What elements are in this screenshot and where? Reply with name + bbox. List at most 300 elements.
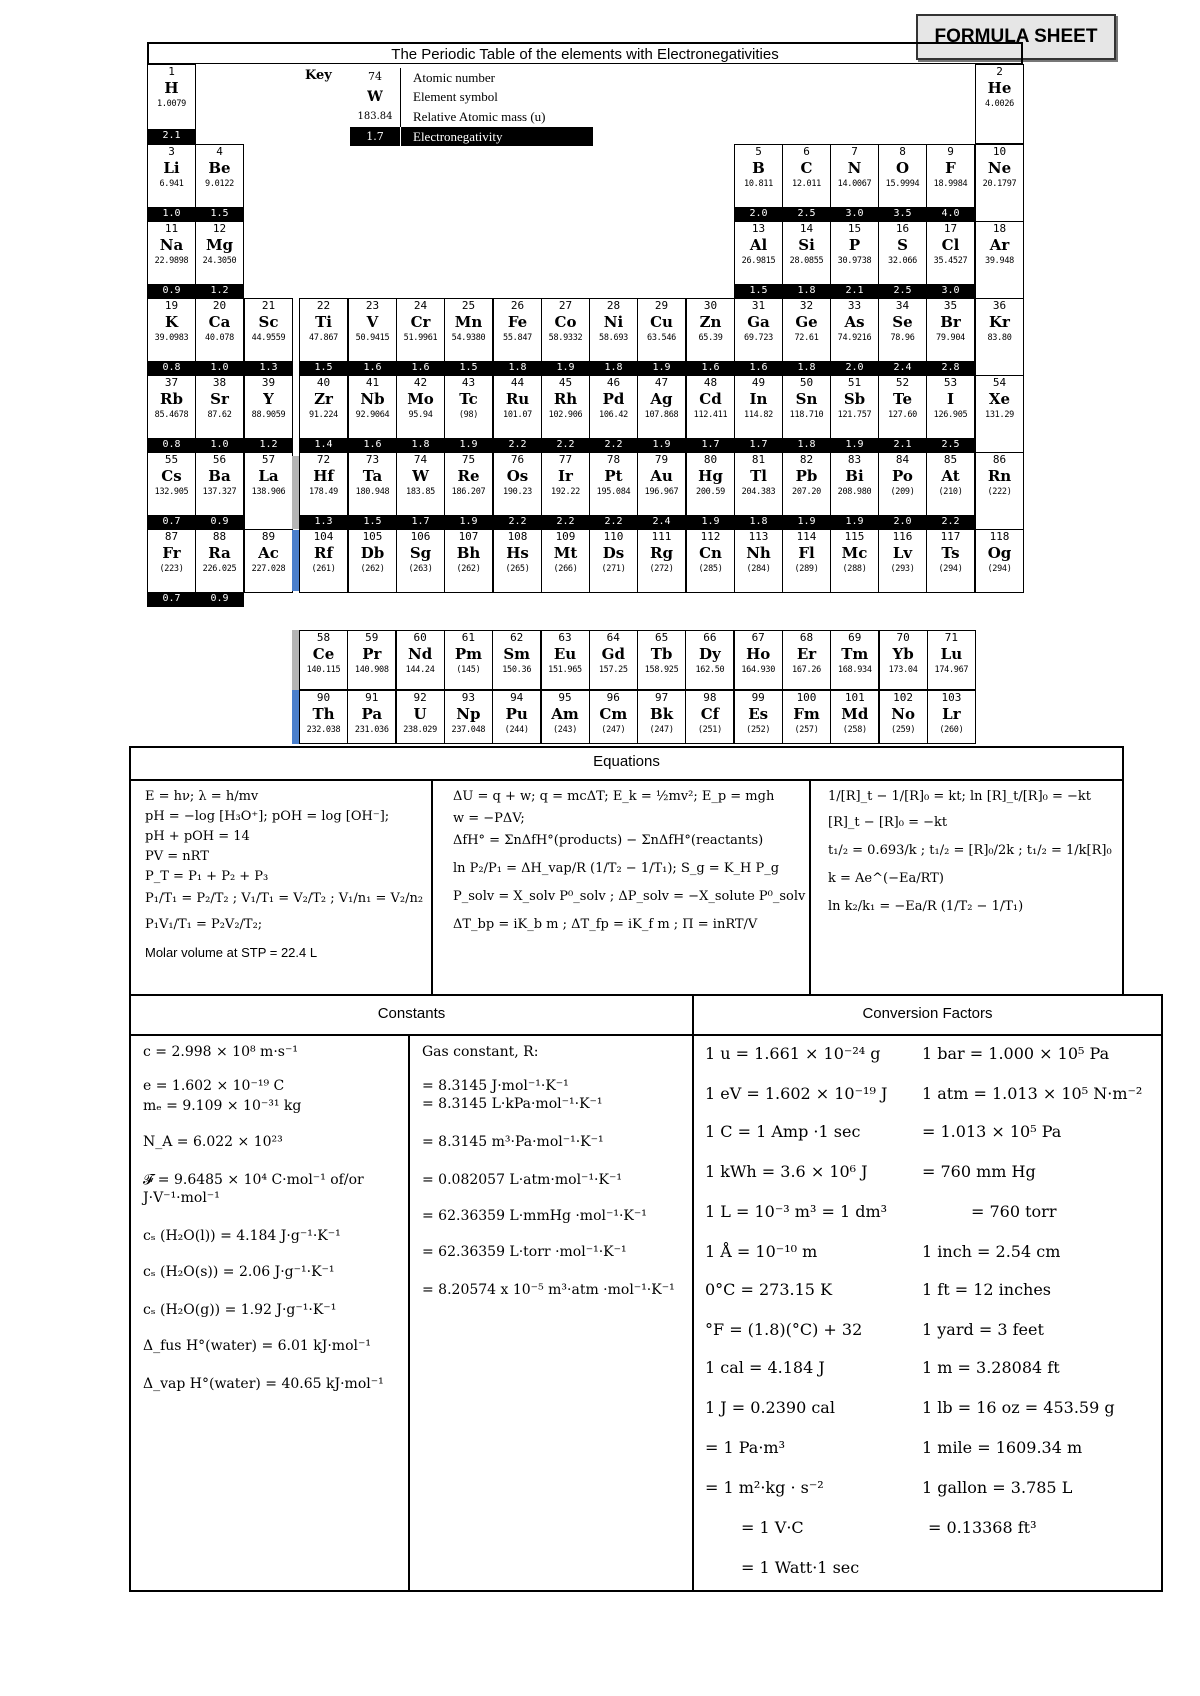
atomic-number: 31 bbox=[751, 299, 766, 312]
element-symbol: Ge bbox=[795, 313, 818, 331]
atomic-number: 77 bbox=[558, 453, 573, 466]
atomic-mass: (98) bbox=[458, 410, 479, 420]
electronegativity: 1.0 bbox=[196, 438, 243, 452]
atomic-number: 35 bbox=[943, 299, 958, 312]
element-symbol: K bbox=[164, 313, 179, 331]
element-symbol: Fm bbox=[793, 705, 820, 723]
element-symbol: I bbox=[946, 390, 955, 408]
element-cell-lu bbox=[927, 630, 976, 690]
atomic-number: 47 bbox=[654, 376, 669, 389]
atomic-number: 56 bbox=[212, 453, 227, 466]
atomic-number: 64 bbox=[606, 631, 620, 644]
gas-constant-item: = 8.3145 L·kPa·mol⁻¹·K⁻¹ bbox=[422, 1096, 603, 1112]
atomic-mass: (266) bbox=[553, 564, 578, 574]
element-symbol: Rf bbox=[314, 544, 333, 562]
element-cell-mt bbox=[541, 529, 590, 593]
element-cell-bk bbox=[637, 690, 686, 744]
conversion-title-cell bbox=[694, 996, 1161, 1036]
equations-title: Equations bbox=[131, 748, 1122, 781]
atomic-mass: 78.96 bbox=[890, 333, 915, 343]
atomic-number: 88 bbox=[212, 530, 227, 543]
gas-constant-item: Gas constant, R: bbox=[422, 1044, 539, 1060]
atomic-mass: 168.934 bbox=[837, 665, 872, 675]
atomic-number: 45 bbox=[558, 376, 573, 389]
atomic-mass: (293) bbox=[890, 564, 915, 574]
element-cell-mc bbox=[830, 529, 879, 593]
conversion-divider bbox=[692, 1036, 694, 1590]
element-symbol: W bbox=[412, 467, 429, 485]
element-cell-sc bbox=[244, 298, 293, 376]
atomic-number: 109 bbox=[555, 530, 576, 543]
atomic-mass: 137.327 bbox=[202, 487, 237, 497]
atomic-number: 9 bbox=[947, 145, 954, 158]
atomic-number: 58 bbox=[316, 631, 331, 644]
atomic-mass: 226.025 bbox=[202, 564, 237, 574]
atomic-mass: 26.9815 bbox=[741, 256, 776, 266]
element-cell-db bbox=[348, 529, 397, 593]
atomic-mass: 58.693 bbox=[599, 333, 628, 343]
atomic-number: 22 bbox=[316, 299, 331, 312]
electronegativity: 2.4 bbox=[879, 361, 926, 375]
element-cell-nb bbox=[348, 375, 397, 453]
eq-col3 bbox=[828, 788, 1112, 916]
element-symbol: Fr bbox=[162, 544, 181, 562]
gas-constant-item: = 62.36359 L·torr ·mol⁻¹·K⁻¹ bbox=[422, 1244, 627, 1260]
element-symbol: Lu bbox=[940, 645, 963, 663]
atomic-mass: 138.906 bbox=[251, 487, 286, 497]
electronegativity: 0.9 bbox=[196, 515, 243, 529]
element-cell-s bbox=[878, 221, 927, 299]
conversion-item: 1 lb = 16 oz = 453.59 g bbox=[922, 1398, 1115, 1417]
electronegativity: 1.8 bbox=[494, 361, 541, 375]
conversion-item: = 760 torr bbox=[971, 1202, 1057, 1221]
atomic-number: 73 bbox=[365, 453, 380, 466]
element-cell-fm bbox=[782, 690, 831, 744]
element-symbol: Sc bbox=[258, 313, 279, 331]
atomic-number: 10 bbox=[992, 145, 1007, 158]
atomic-number: 48 bbox=[703, 376, 718, 389]
element-symbol: Br bbox=[940, 313, 961, 331]
gas-constant-item: = 8.20574 x 10⁻⁵ m³·atm ·mol⁻¹·K⁻¹ bbox=[422, 1282, 675, 1298]
conversion-item: 1 C = 1 Amp ·1 sec bbox=[705, 1122, 861, 1141]
conversion-item: 1 eV = 1.602 × 10⁻¹⁹ J bbox=[705, 1084, 888, 1103]
element-cell-rf bbox=[299, 529, 348, 593]
conversion-item: = 1.013 × 10⁵ Pa bbox=[922, 1122, 1062, 1141]
atomic-mass: 178.49 bbox=[309, 487, 338, 497]
element-cell-ca bbox=[195, 298, 244, 376]
conversion-item: 1 gallon = 3.785 L bbox=[922, 1478, 1073, 1497]
conversion-item: = 1 V·C bbox=[741, 1518, 804, 1537]
atomic-mass: 9.0122 bbox=[205, 179, 234, 189]
electronegativity: 1.6 bbox=[397, 361, 444, 375]
electronegativity: 1.9 bbox=[831, 515, 878, 529]
eq-gas-ratios: P₁/T₁ = P₂/T₂ ; V₁/T₁ = V₂/T₂ ; V₁/n₁ = V₂/n₂ bbox=[145, 891, 424, 906]
atomic-number: 107 bbox=[458, 530, 479, 543]
key-mass: 183.84 bbox=[357, 111, 393, 122]
conversion-item: 1 u = 1.661 × 10⁻²⁴ g bbox=[705, 1044, 881, 1063]
atomic-number: 92 bbox=[413, 691, 427, 704]
element-symbol: Os bbox=[506, 467, 529, 485]
atomic-number: 59 bbox=[365, 631, 379, 644]
element-cell-cu bbox=[637, 298, 686, 376]
element-cell-tc bbox=[444, 375, 493, 453]
element-symbol: V bbox=[366, 313, 379, 331]
element-symbol: Mn bbox=[454, 313, 483, 331]
atomic-mass: 18.9984 bbox=[933, 179, 968, 189]
electronegativity: 1.8 bbox=[735, 515, 782, 529]
atomic-mass: 231.036 bbox=[354, 725, 389, 735]
element-symbol: Md bbox=[841, 705, 869, 723]
element-cell-se bbox=[878, 298, 927, 376]
conversion-item: 1 cal = 4.184 J bbox=[705, 1358, 825, 1377]
actinide-marker-bar bbox=[292, 530, 299, 591]
conversion-item: 1 mile = 1609.34 m bbox=[922, 1438, 1083, 1457]
atomic-mass: (262) bbox=[360, 564, 385, 574]
element-symbol: Th bbox=[312, 705, 335, 723]
atomic-mass: 79.904 bbox=[936, 333, 965, 343]
element-symbol: S bbox=[897, 236, 908, 254]
atomic-number: 40 bbox=[316, 376, 331, 389]
atomic-mass: 50.9415 bbox=[355, 333, 390, 343]
element-symbol: Xe bbox=[988, 390, 1011, 408]
element-symbol: Cl bbox=[941, 236, 960, 254]
element-cell-ds bbox=[589, 529, 638, 593]
element-symbol: Mg bbox=[205, 236, 234, 254]
electronegativity: 1.8 bbox=[783, 284, 830, 298]
conversion-item: °F = (1.8)(°C) + 32 bbox=[705, 1320, 863, 1339]
atomic-mass: 32.066 bbox=[888, 256, 917, 266]
electronegativity: 1.0 bbox=[148, 207, 195, 221]
atomic-mass: 40.078 bbox=[205, 333, 234, 343]
conversion-item: = 1 m²·kg · s⁻² bbox=[705, 1478, 824, 1497]
constant-item: Δ_vap H°(water) = 40.65 kJ·mol⁻¹ bbox=[143, 1376, 384, 1392]
atomic-mass: 200.59 bbox=[696, 487, 725, 497]
atomic-number: 85 bbox=[943, 453, 958, 466]
atomic-mass: (272) bbox=[649, 564, 674, 574]
atomic-number: 20 bbox=[212, 299, 227, 312]
constant-item: J·V⁻¹·mol⁻¹ bbox=[143, 1190, 220, 1206]
atomic-number: 46 bbox=[606, 376, 621, 389]
electronegativity: 2.1 bbox=[879, 438, 926, 452]
element-symbol: Na bbox=[159, 236, 184, 254]
element-cell-rb bbox=[147, 375, 196, 453]
element-symbol: Y bbox=[263, 390, 274, 408]
atomic-number: 91 bbox=[365, 691, 379, 704]
element-symbol: Bk bbox=[650, 705, 674, 723]
element-cell-re bbox=[444, 452, 493, 530]
conversion-item: 1 ft = 12 inches bbox=[922, 1280, 1052, 1299]
element-cell-pm bbox=[444, 630, 493, 690]
element-symbol: Al bbox=[749, 236, 768, 254]
atomic-number: 96 bbox=[606, 691, 620, 704]
element-cell-pt bbox=[589, 452, 638, 530]
electronegativity: 3.5 bbox=[879, 207, 926, 221]
atomic-number: 108 bbox=[507, 530, 528, 543]
element-symbol: At bbox=[941, 467, 960, 485]
atomic-number: 55 bbox=[164, 453, 179, 466]
gas-constant-item: = 0.082057 L·atm·mol⁻¹·K⁻¹ bbox=[422, 1172, 622, 1188]
atomic-number: 44 bbox=[510, 376, 525, 389]
atomic-number: 110 bbox=[603, 530, 624, 543]
element-cell-li bbox=[147, 144, 196, 222]
atomic-mass: 208.980 bbox=[837, 487, 872, 497]
atomic-mass: (244) bbox=[504, 725, 529, 735]
atomic-number: 87 bbox=[164, 530, 179, 543]
element-cell-si bbox=[782, 221, 831, 299]
element-symbol: N bbox=[847, 159, 862, 177]
element-symbol: Sg bbox=[409, 544, 432, 562]
atomic-number: 24 bbox=[413, 299, 428, 312]
atomic-number: 65 bbox=[654, 631, 669, 644]
electronegativity: 1.9 bbox=[831, 438, 878, 452]
atomic-number: 93 bbox=[461, 691, 476, 704]
element-symbol: Be bbox=[208, 159, 231, 177]
element-cell-sn bbox=[782, 375, 831, 453]
electronegativity: 1.9 bbox=[638, 438, 685, 452]
element-symbol: Bi bbox=[845, 467, 864, 485]
element-symbol: Tm bbox=[841, 645, 869, 663]
atomic-mass: 180.948 bbox=[355, 487, 390, 497]
element-symbol: Ta bbox=[362, 467, 383, 485]
electronegativity: 0.8 bbox=[148, 361, 195, 375]
atomic-number: 95 bbox=[558, 691, 572, 704]
atomic-mass: 51.9961 bbox=[403, 333, 438, 343]
atomic-mass: 164.930 bbox=[741, 665, 776, 675]
element-symbol: Ni bbox=[603, 313, 624, 331]
element-cell-y bbox=[244, 375, 293, 453]
element-symbol: Pm bbox=[454, 645, 482, 663]
eq-zero-order: [R]_t − [R]₀ = −kt bbox=[828, 815, 948, 830]
atomic-mass: 132.905 bbox=[154, 487, 189, 497]
electronegativity: 1.5 bbox=[349, 515, 396, 529]
element-cell-er bbox=[782, 630, 831, 690]
atomic-mass: 72.61 bbox=[794, 333, 819, 343]
constant-item: Δ_fus H°(water) = 6.01 kJ·mol⁻¹ bbox=[143, 1338, 371, 1354]
atomic-number: 94 bbox=[510, 691, 524, 704]
atomic-number: 80 bbox=[703, 453, 718, 466]
atomic-mass: 6.941 bbox=[159, 179, 184, 189]
atomic-number: 42 bbox=[413, 376, 428, 389]
atomic-number: 23 bbox=[365, 299, 380, 312]
element-symbol: Sn bbox=[795, 390, 818, 408]
atomic-mass: 237.048 bbox=[451, 725, 486, 735]
element-cell-na bbox=[147, 221, 196, 299]
atomic-mass: 157.25 bbox=[598, 665, 628, 675]
atomic-mass: (284) bbox=[746, 564, 771, 574]
key-en: 1.7 bbox=[350, 127, 400, 146]
element-cell-he bbox=[975, 64, 1024, 144]
atomic-number: 57 bbox=[261, 453, 276, 466]
constants-divider bbox=[408, 1036, 410, 1590]
element-cell-mg bbox=[195, 221, 244, 299]
atomic-number: 89 bbox=[261, 530, 276, 543]
element-cell-v bbox=[348, 298, 397, 376]
electronegativity: 3.0 bbox=[831, 207, 878, 221]
element-cell-b bbox=[734, 144, 783, 222]
element-symbol: O bbox=[895, 159, 910, 177]
atomic-number: 106 bbox=[410, 530, 431, 543]
atomic-mass: 183.85 bbox=[406, 487, 435, 497]
atomic-number: 117 bbox=[940, 530, 961, 543]
electronegativity: 1.9 bbox=[445, 515, 492, 529]
element-symbol: Es bbox=[748, 705, 769, 723]
atomic-number: 30 bbox=[703, 299, 718, 312]
atomic-number: 66 bbox=[703, 631, 717, 644]
element-cell-cr bbox=[396, 298, 445, 376]
eq-col2 bbox=[453, 788, 805, 934]
atomic-number: 67 bbox=[751, 631, 765, 644]
element-symbol: Rg bbox=[650, 544, 673, 562]
atomic-mass: 173.04 bbox=[888, 665, 918, 675]
element-symbol: Ti bbox=[315, 313, 332, 331]
atomic-number: 102 bbox=[893, 691, 914, 704]
element-cell-be bbox=[195, 144, 244, 222]
atomic-mass: 92.9064 bbox=[355, 410, 390, 420]
electronegativity: 0.7 bbox=[148, 592, 195, 606]
element-cell-th bbox=[299, 690, 348, 744]
atomic-number: 99 bbox=[751, 691, 765, 704]
electronegativity: 1.9 bbox=[542, 361, 589, 375]
constants-title: Constants bbox=[377, 1005, 446, 1022]
atomic-mass: (263) bbox=[408, 564, 433, 574]
atomic-mass: (222) bbox=[987, 487, 1012, 497]
conversion-item: = 0.13368 ft³ bbox=[928, 1518, 1037, 1537]
key-symbol-label: Element symbol bbox=[400, 87, 593, 107]
atomic-number: 1 bbox=[168, 65, 175, 78]
element-symbol: Si bbox=[798, 236, 815, 254]
atomic-mass: (285) bbox=[698, 564, 723, 574]
electronegativity: 1.3 bbox=[300, 515, 347, 529]
element-symbol: Mc bbox=[841, 544, 868, 562]
electronegativity: 1.5 bbox=[445, 361, 492, 375]
element-cell-al bbox=[734, 221, 783, 299]
atomic-mass: 20.1797 bbox=[982, 179, 1017, 189]
atomic-number: 52 bbox=[895, 376, 910, 389]
element-symbol: Sb bbox=[843, 390, 866, 408]
atomic-number: 60 bbox=[413, 631, 427, 644]
atomic-number: 12 bbox=[212, 222, 227, 235]
element-symbol: Ba bbox=[208, 467, 231, 485]
electronegativity: 1.8 bbox=[397, 438, 444, 452]
atomic-number: 97 bbox=[654, 691, 669, 704]
electronegativity: 2.2 bbox=[542, 515, 589, 529]
electronegativity: 2.2 bbox=[542, 438, 589, 452]
eq-arrhenius-ln: ln k₂/k₁ = −Ea/R (1/T₂ − 1/T₁) bbox=[828, 899, 1024, 914]
element-symbol: Ra bbox=[208, 544, 231, 562]
element-cell-og bbox=[975, 529, 1024, 593]
atomic-mass: 186.207 bbox=[451, 487, 486, 497]
element-symbol: Rb bbox=[160, 390, 183, 408]
atomic-mass: 127.60 bbox=[888, 410, 917, 420]
atomic-mass: 151.965 bbox=[548, 665, 582, 675]
constant-item: mₑ = 9.109 × 10⁻³¹ kg bbox=[143, 1098, 302, 1114]
element-cell-ga bbox=[734, 298, 783, 376]
atomic-mass: 195.084 bbox=[596, 487, 631, 497]
element-cell-in bbox=[734, 375, 783, 453]
gas-constant-item: = 8.3145 m³·Pa·mol⁻¹·K⁻¹ bbox=[422, 1134, 604, 1150]
gas-constant-item: = 8.3145 J·mol⁻¹·K⁻¹ bbox=[422, 1078, 569, 1094]
atomic-number: 21 bbox=[261, 299, 276, 312]
electronegativity: 0.9 bbox=[196, 592, 243, 606]
eq-raoult: P_solv = X_solv P⁰_solv ; ΔP_solv = −X_solute P⁰_solv bbox=[453, 889, 806, 904]
atomic-number: 70 bbox=[896, 631, 910, 644]
atomic-mass: (262) bbox=[456, 564, 481, 574]
element-cell-hs bbox=[493, 529, 542, 593]
constant-item: 𝓕 = 9.6485 × 10⁴ C·mol⁻¹ of/or bbox=[143, 1172, 364, 1188]
electronegativity: 1.6 bbox=[735, 361, 782, 375]
atomic-number: 78 bbox=[606, 453, 621, 466]
element-cell-fl bbox=[782, 529, 831, 593]
electronegativity: 4.0 bbox=[927, 207, 974, 221]
atomic-mass: 39.0983 bbox=[154, 333, 189, 343]
element-symbol: Kr bbox=[989, 313, 1010, 331]
atomic-number: 3 bbox=[168, 145, 175, 158]
atomic-number: 84 bbox=[895, 453, 910, 466]
atomic-mass: 190.23 bbox=[503, 487, 532, 497]
element-cell-zr bbox=[299, 375, 348, 453]
atomic-number: 27 bbox=[558, 299, 573, 312]
element-symbol: Ir bbox=[558, 467, 573, 485]
atomic-mass: (259) bbox=[891, 725, 916, 735]
element-cell-md bbox=[830, 690, 879, 744]
element-symbol: Np bbox=[456, 705, 481, 723]
atomic-mass: 91.224 bbox=[309, 410, 338, 420]
atomic-mass: (145) bbox=[456, 665, 481, 675]
atomic-mass: 118.710 bbox=[789, 410, 824, 420]
element-cell-i bbox=[926, 375, 975, 453]
atomic-mass: (261) bbox=[311, 564, 336, 574]
atomic-number: 113 bbox=[748, 530, 769, 543]
element-cell-lr bbox=[927, 690, 976, 744]
atomic-number: 71 bbox=[944, 631, 959, 644]
element-symbol: Pr bbox=[362, 645, 382, 663]
element-symbol: Lv bbox=[892, 544, 913, 562]
element-symbol: Hf bbox=[313, 467, 334, 485]
element-symbol: H bbox=[164, 79, 179, 97]
atomic-mass: 121.757 bbox=[837, 410, 872, 420]
element-cell-sm bbox=[492, 630, 541, 690]
element-symbol: C bbox=[800, 159, 813, 177]
atomic-mass: 196.967 bbox=[644, 487, 679, 497]
atomic-number: 105 bbox=[362, 530, 383, 543]
electronegativity: 2.0 bbox=[735, 207, 782, 221]
conversion-item: 1 bar = 1.000 × 10⁵ Pa bbox=[922, 1044, 1110, 1063]
element-symbol: Po bbox=[892, 467, 913, 485]
element-cell-ni bbox=[589, 298, 638, 376]
atomic-mass: (257) bbox=[794, 725, 819, 735]
element-cell-ta bbox=[348, 452, 397, 530]
actinide-row-bar bbox=[292, 690, 299, 744]
element-cell-zn bbox=[686, 298, 735, 376]
atomic-mass: 106.42 bbox=[599, 410, 628, 420]
atomic-number: 68 bbox=[799, 631, 814, 644]
element-cell-mn bbox=[444, 298, 493, 376]
element-symbol: U bbox=[413, 705, 427, 723]
atomic-number: 14 bbox=[799, 222, 814, 235]
electronegativity: 1.2 bbox=[196, 284, 243, 298]
element-cell-cs bbox=[147, 452, 196, 530]
atomic-mass: 207.20 bbox=[792, 487, 821, 497]
atomic-number: 33 bbox=[847, 299, 862, 312]
atomic-mass: (289) bbox=[794, 564, 819, 574]
atomic-mass: 24.3050 bbox=[202, 256, 237, 266]
atomic-mass: 88.9059 bbox=[251, 410, 286, 420]
element-symbol: Bh bbox=[456, 544, 481, 562]
element-symbol: No bbox=[891, 705, 915, 723]
element-symbol: Tc bbox=[459, 390, 478, 408]
electronegativity: 1.8 bbox=[783, 361, 830, 375]
element-cell-no bbox=[879, 690, 928, 744]
